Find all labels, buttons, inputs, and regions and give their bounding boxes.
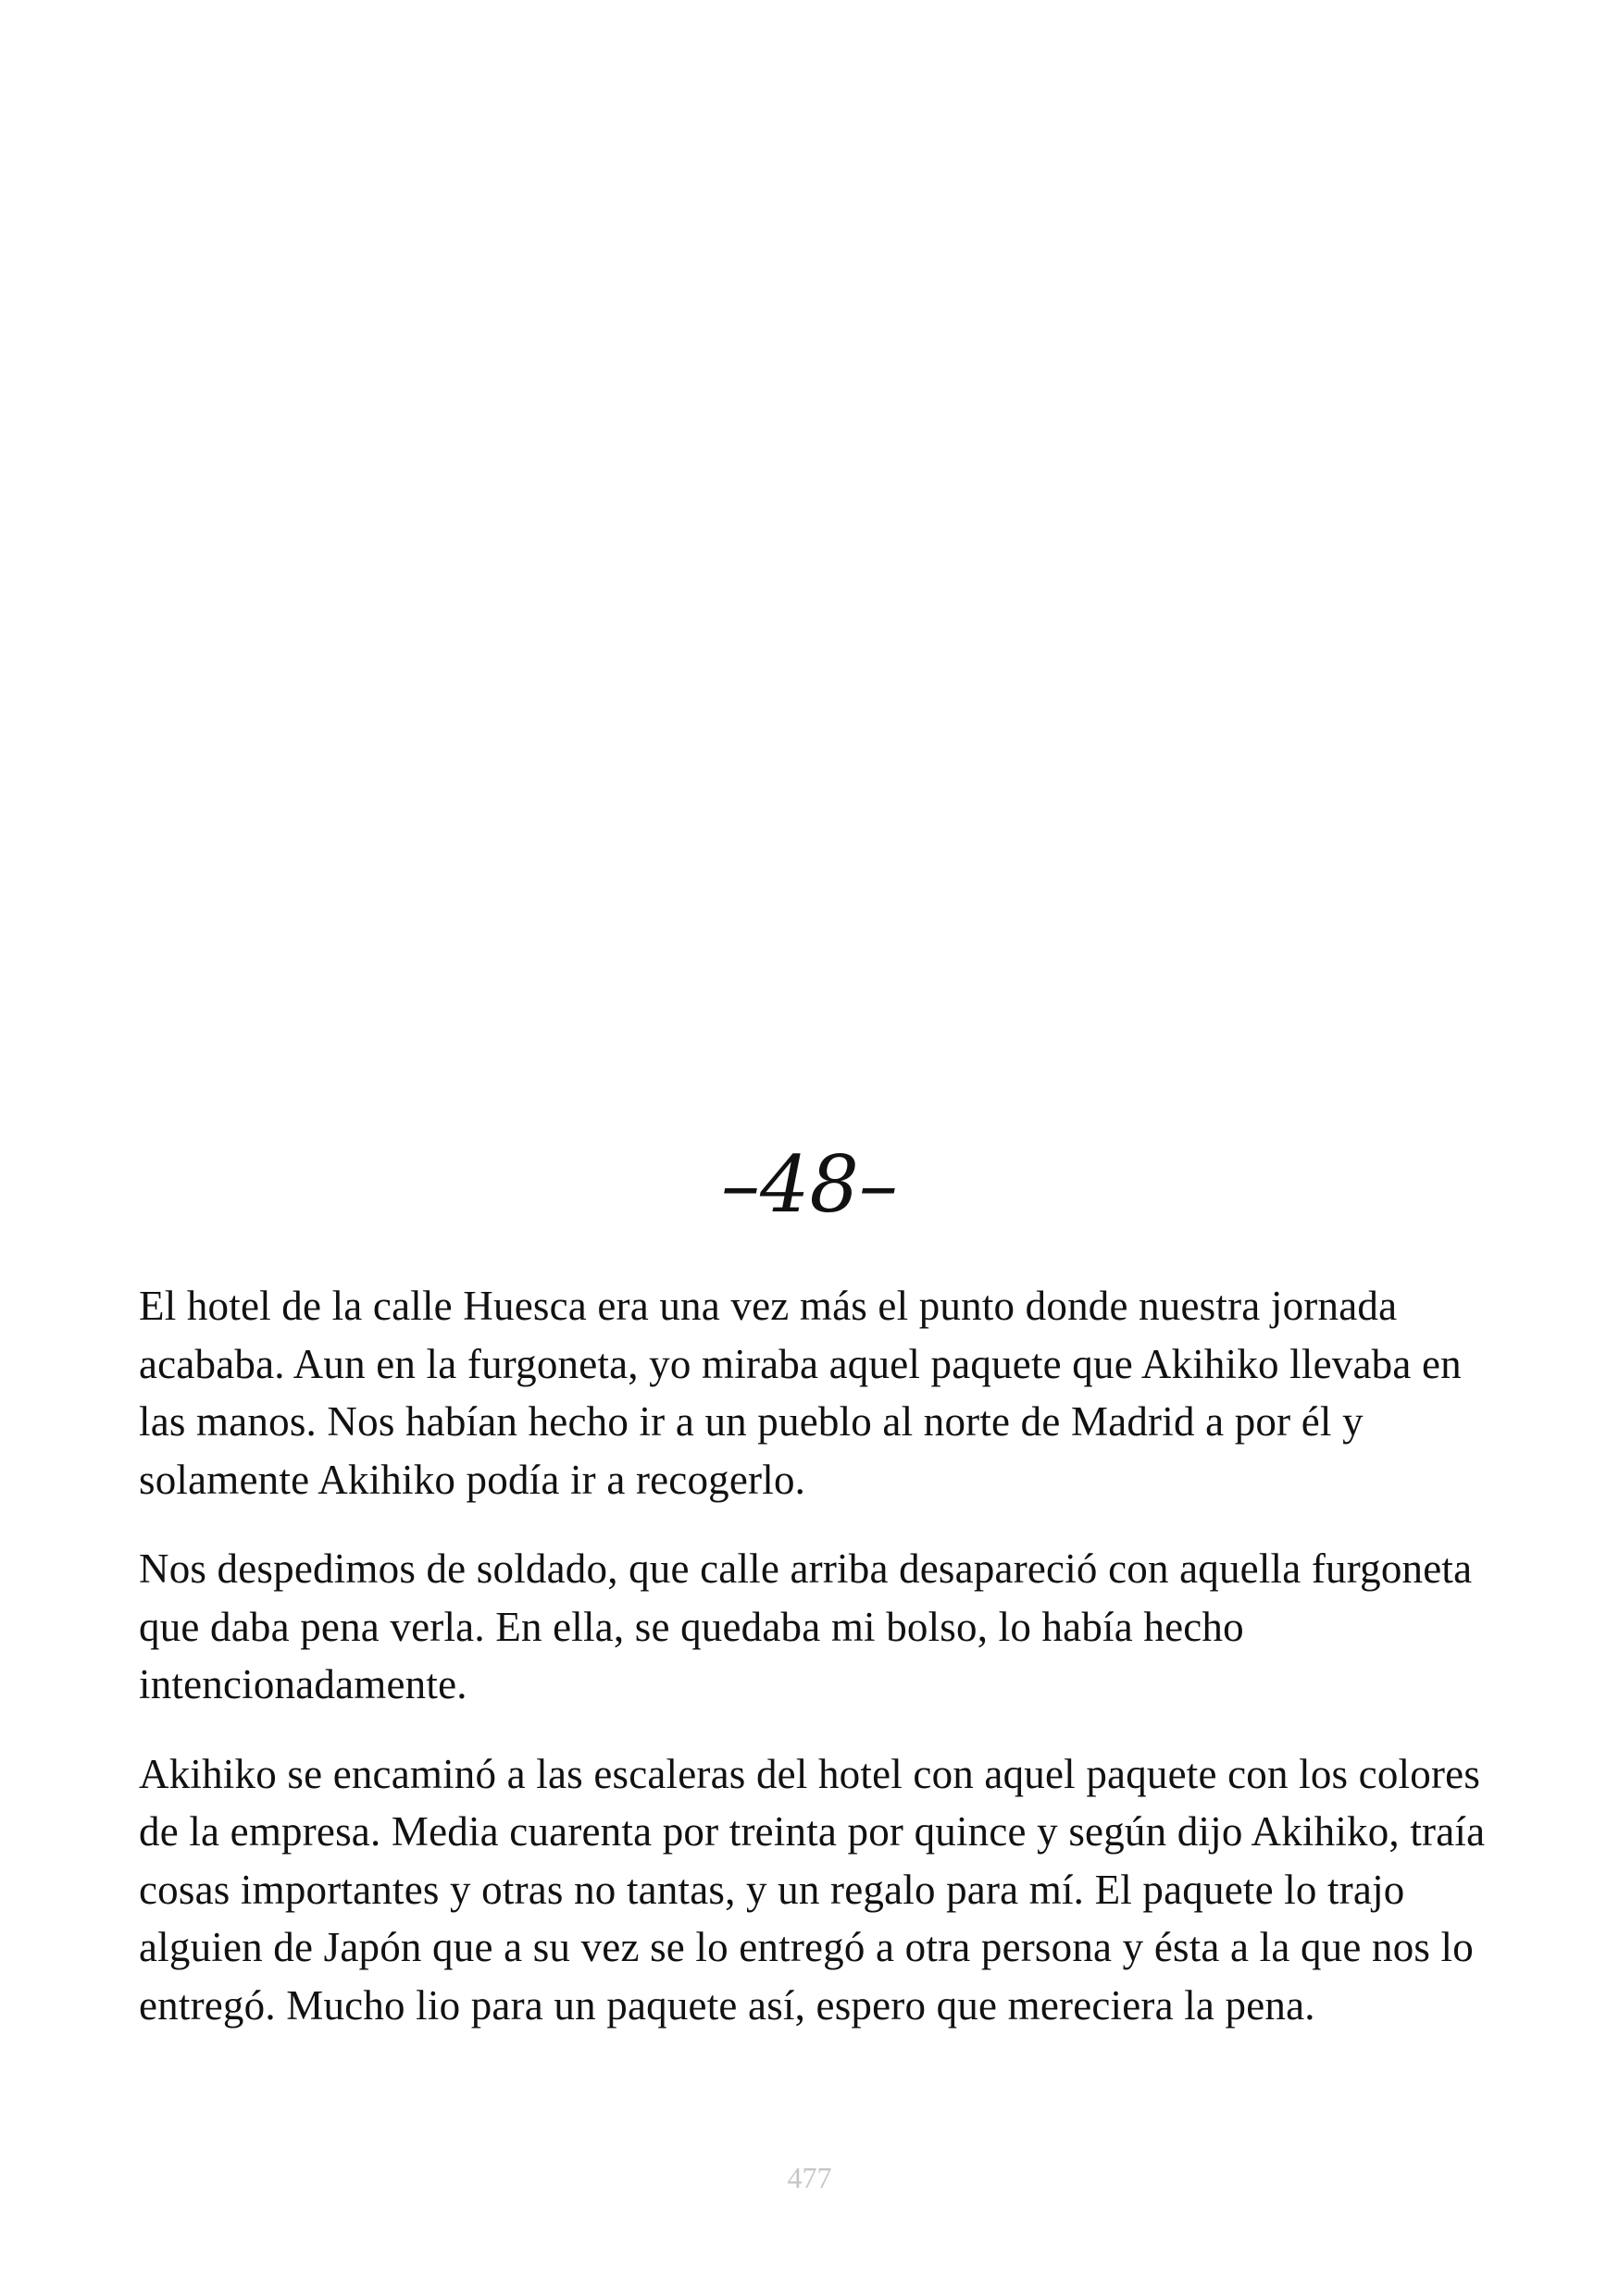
chapter-title: –48– — [721, 1139, 898, 1230]
chapter-body — [139, 1277, 1490, 2066]
paragraph: Akihiko se encaminó a las escaleras del hotel con aquel paquete con los colores de la empresa. Media cuarenta por treinta por quince y según dijo Akihiko, traía cosas importantes y otras no tantas, y un regalo para mí. El paquete lo trajo alguien de Japón que a su vez se lo entregó a otra persona y ésta a la que nos lo entregó. Mucho lio para un paquete así, espero que mereciera la pena. — [139, 1750, 1486, 2029]
paragraph: El hotel de la calle Huesca era una vez más el punto donde nuestra jornada acababa. Aun en la furgoneta, yo miraba aquel paquete que Akihiko llevaba en las manos. Nos habían hecho ir a un pueblo al norte de Madrid a por él y solamente Akihiko podía ir a recogerlo. — [139, 1283, 1462, 1503]
paragraph: Nos despedimos de soldado, que calle arriba desapareció con aquella furgoneta que daba pena verla. En ella, se quedaba mi bolso, lo había hecho intencionadamente. — [139, 1545, 1473, 1707]
page-number: 477 — [787, 2161, 832, 2194]
